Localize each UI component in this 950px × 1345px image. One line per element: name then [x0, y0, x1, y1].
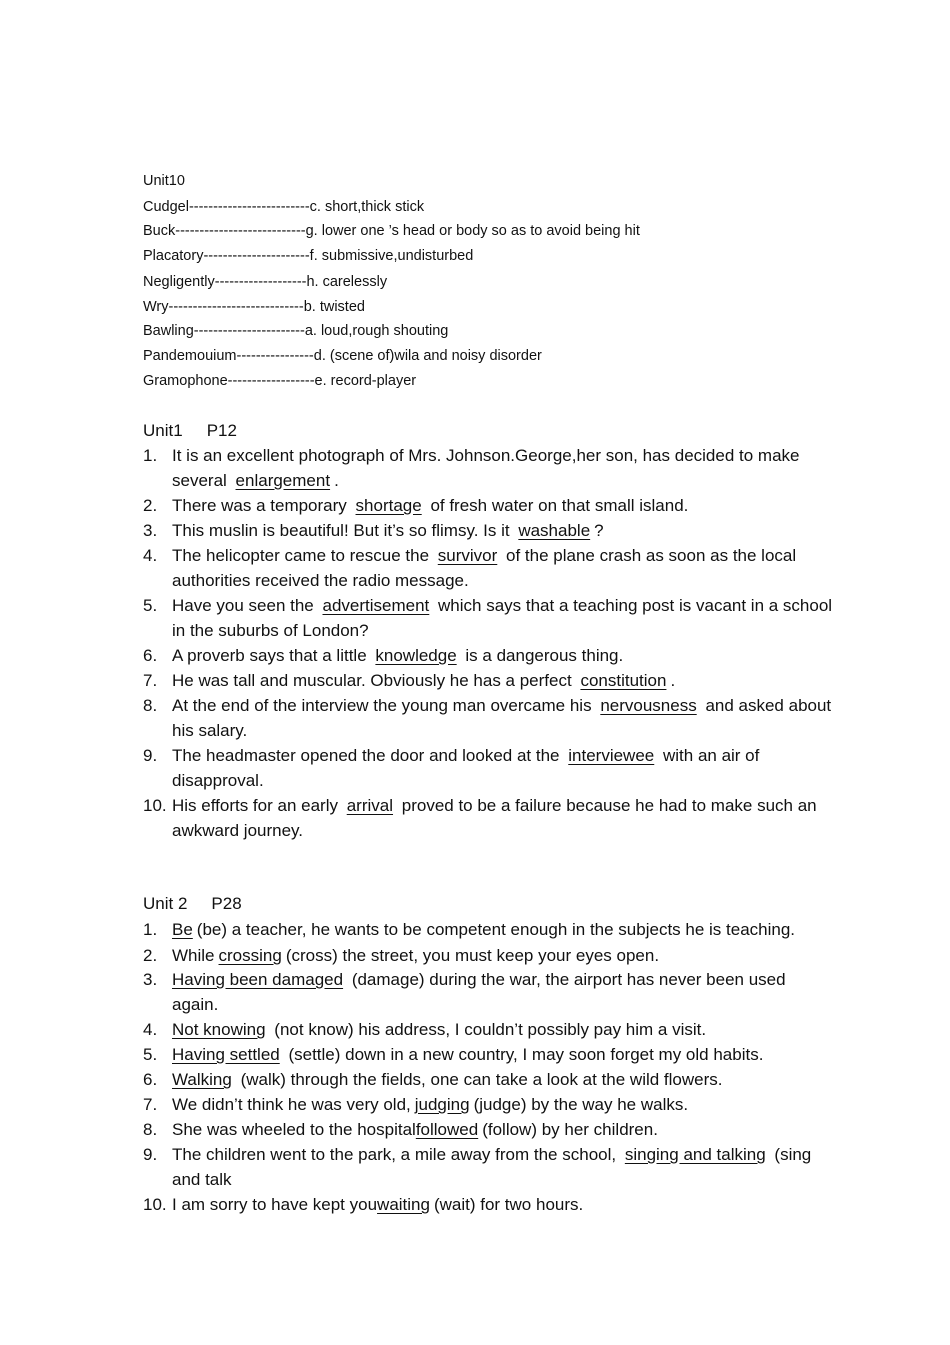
- item-text: He was tall and muscular. Obviously he has a perfect: [172, 671, 572, 690]
- item-answer: followed: [415, 1120, 479, 1139]
- item-number: 7.: [143, 671, 158, 690]
- item-text: and asked about his salary.: [172, 696, 832, 740]
- item-text: (walk) through the fields, one can take a look at the wild flowers.: [240, 1070, 723, 1089]
- unit1-heading: [143, 420, 237, 442]
- item-number: 9.: [143, 746, 158, 765]
- item-number: 10.: [143, 796, 167, 815]
- item-text: His efforts for an early: [172, 796, 338, 815]
- item-text: It is an excellent photograph of Mrs. Johnson.George,her son, has decided to make several: [172, 446, 800, 490]
- unit10-match-6: Bawling-----------------------a. loud,rough shouting: [143, 323, 449, 339]
- item-answer: enlargement: [235, 471, 331, 490]
- item-text: of fresh water on that small island.: [430, 496, 689, 515]
- unit1-page: P12: [206, 421, 237, 440]
- item-number: 5.: [143, 1045, 158, 1064]
- item-answer: advertisement: [322, 596, 430, 615]
- item-number: 6.: [143, 646, 158, 665]
- item-answer: survivor: [437, 546, 498, 565]
- item-text: The helicopter came to rescue the: [172, 546, 430, 565]
- item-answer: washable: [518, 521, 591, 540]
- unit10-title: Unit10: [143, 173, 185, 189]
- item-number: 4.: [143, 1020, 158, 1039]
- item-number: 2.: [143, 496, 158, 515]
- item-text: of the plane crash as soon as the local authorities received the radio message.: [172, 546, 797, 590]
- item-number: 9.: [143, 1145, 158, 1164]
- item-number: 7.: [143, 1095, 158, 1114]
- item-text: A proverb says that a little: [172, 646, 367, 665]
- item-answer: Walking: [172, 1070, 232, 1089]
- item-answer: interviewee: [568, 746, 655, 765]
- item-number: 3.: [143, 970, 158, 989]
- item-text: with an air of disapproval.: [172, 746, 760, 790]
- unit10-match-1: Cudgel-------------------------c. short,thick stick: [143, 199, 425, 215]
- unit10-match-5: Wry----------------------------b. twisted: [143, 299, 365, 315]
- item-answer: constitution: [580, 671, 667, 690]
- item-answer: crossing: [218, 946, 282, 965]
- item-number: 1.: [143, 446, 158, 465]
- item-text: .: [334, 471, 339, 490]
- item-answer: arrival: [346, 796, 394, 815]
- item-text: At the end of the interview the young man overcame his: [172, 696, 592, 715]
- unit10-match-3: Placatory----------------------f. submissive,undisturbed: [143, 248, 474, 264]
- item-answer: Not knowing: [172, 1020, 266, 1039]
- item-text: (wait) for two hours.: [433, 1195, 584, 1214]
- item-text: (settle) down in a new country, I may soon forget my old habits.: [288, 1045, 764, 1064]
- item-number: 8.: [143, 1120, 158, 1139]
- item-number: 5.: [143, 596, 158, 615]
- unit2-title: Unit 2: [143, 894, 188, 913]
- item-answer: Having settled: [172, 1045, 280, 1064]
- item-text: We didn’t think he was very old,: [172, 1095, 411, 1114]
- unit10-match-2: Buck---------------------------g. lower one ’s head or body so as to avoid being hit: [143, 223, 640, 239]
- item-number: 6.: [143, 1070, 158, 1089]
- item-text: (follow) by her children.: [482, 1120, 658, 1139]
- item-text: ?: [594, 521, 604, 540]
- item-text: (cross) the street, you must keep your eyes open.: [285, 946, 660, 965]
- unit10-match-8: Gramophone------------------e. record-player: [143, 373, 417, 389]
- item-text: (judge) by the way he walks.: [473, 1095, 689, 1114]
- item-text: (sing and talk: [172, 1145, 812, 1189]
- item-text: .: [670, 671, 676, 690]
- item-text: is a dangerous thing.: [465, 646, 624, 665]
- item-answer: Be: [172, 920, 193, 939]
- item-text: The headmaster opened the door and looked at the: [172, 746, 560, 765]
- unit10-match-7: Pandemouium----------------d. (scene of)wila and noisy disorder: [143, 348, 542, 364]
- unit2-page: P28: [211, 894, 242, 913]
- item-text: proved to be a failure because he had to make such an awkward journey.: [172, 796, 817, 840]
- item-number: 3.: [143, 521, 158, 540]
- item-text: (damage) during the war, the airport has never been used again.: [172, 970, 786, 1014]
- item-text: I am sorry to have kept you: [172, 1195, 378, 1214]
- item-answer: judging: [414, 1095, 470, 1114]
- item-number: 1.: [143, 920, 158, 939]
- unit2-heading: [143, 893, 242, 915]
- item-text: The children went to the park, a mile away from the school,: [172, 1145, 617, 1164]
- item-answer: singing and talking: [624, 1145, 766, 1164]
- unit1-title: Unit1: [143, 421, 183, 440]
- item-answer: Having been damaged: [172, 970, 344, 989]
- item-answer: waiting: [377, 1195, 430, 1214]
- item-text: There was a temporary: [172, 496, 347, 515]
- item-answer: shortage: [355, 496, 422, 515]
- item-text: Have you seen the: [172, 596, 314, 615]
- item-number: 4.: [143, 546, 158, 565]
- item-text: While: [172, 946, 215, 965]
- item-text: which says that a teaching post is vacant in a school in the suburbs of London?: [172, 596, 833, 640]
- item-answer: nervousness: [600, 696, 697, 715]
- item-text: This muslin is beautiful! But it’s so flimsy. Is it: [172, 521, 510, 540]
- item-number: 10.: [143, 1195, 167, 1214]
- item-number: 2.: [143, 946, 158, 965]
- unit10-match-4: Negligently-------------------h. carelessly: [143, 274, 388, 290]
- item-number: 8.: [143, 696, 158, 715]
- item-text: (be) a teacher, he wants to be competent enough in the subjects he is teaching.: [196, 920, 796, 939]
- item-text: She was wheeled to the hospital: [172, 1120, 416, 1139]
- item-text: (not know) his address, I couldn’t possibly pay him a visit.: [274, 1020, 707, 1039]
- item-answer: knowledge: [375, 646, 457, 665]
